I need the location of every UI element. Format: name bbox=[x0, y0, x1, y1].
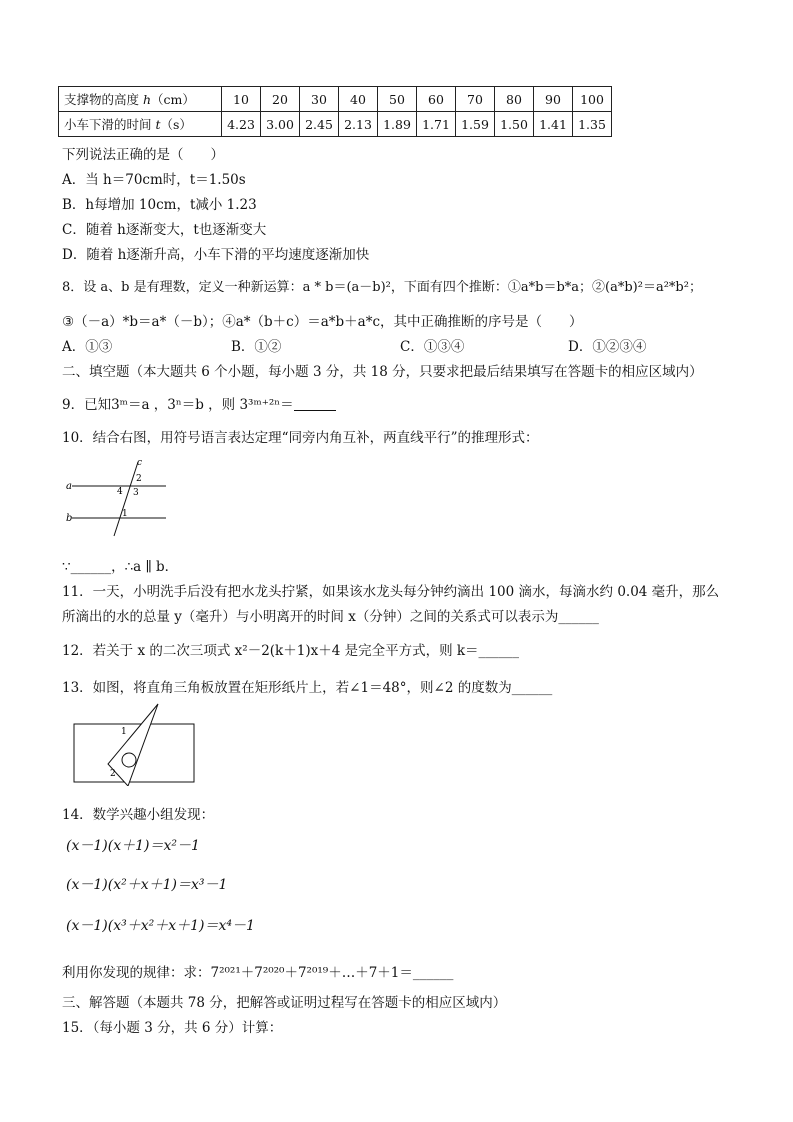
label-angle-4: 4 bbox=[117, 487, 123, 497]
table-cell: 2.45 bbox=[300, 112, 339, 137]
table-cell: 4.23 bbox=[222, 112, 261, 137]
table-cell: 80 bbox=[495, 87, 534, 112]
label-angle-2: 2 bbox=[110, 769, 116, 779]
table-cell: 1.89 bbox=[378, 112, 417, 137]
q14-stem: 14．数学兴趣小组发现： bbox=[62, 807, 215, 823]
table-cell: 1.71 bbox=[417, 112, 456, 137]
section-3-heading: 三、解答题（本题共 78 分，把解答或证明过程写在答题卡的相应区域内） bbox=[62, 995, 507, 1011]
q8-option-c: C．①③④ bbox=[400, 339, 465, 355]
label-angle-1: 1 bbox=[121, 727, 127, 737]
parallel-lines-figure bbox=[62, 456, 174, 544]
section-2-heading: 二、填空题（本大题共 6 个小题，每小题 3 分，共 18 分，只要求把最后结果填写在答题卡的相应区域内） bbox=[62, 364, 703, 380]
table-cell: 20 bbox=[261, 87, 300, 112]
q7-option-a: A．当 h＝70cm时，t＝1.50s bbox=[62, 172, 246, 188]
q12-text: 12．若关于 x 的二次三项式 x²－2(k＋1)x＋4 是完全平方式，则 k＝______ bbox=[62, 643, 520, 659]
q14-equation-2: (x－1)(x²＋x＋1)＝x³－1 bbox=[66, 877, 228, 893]
q7-option-c: C．随着 h逐渐变大，t也逐渐变大 bbox=[62, 222, 267, 238]
label-b: b bbox=[66, 513, 73, 524]
q8-option-a: A．①③ bbox=[62, 339, 113, 355]
q13-text: 13．如图，将直角三角板放置在矩形纸片上，若∠1＝48°，则∠2 的度数为______ bbox=[62, 680, 553, 696]
q11-line2: 所滴出的水的总量 y（毫升）与小明离开的时间 x（分钟）之间的关系式可以表示为______ bbox=[62, 609, 599, 625]
q9-prefix: 9．已知 bbox=[62, 397, 112, 413]
table-cell: 1.50 bbox=[495, 112, 534, 137]
q8-line2: ③（－a）*b＝a*（－b）；④a*（b＋c）＝a*b＋a*c，其中正确推断的序号是（ ） bbox=[62, 314, 583, 330]
q11-line1: 11．一天，小明洗手后没有把水龙头拧紧，如果该水龙头每分钟约滴出 100 滴水，每滴水约 0.04 毫升，那么 bbox=[62, 584, 720, 600]
table-cell: 3.00 bbox=[261, 112, 300, 137]
table-cell: 70 bbox=[456, 87, 495, 112]
table-cell: 1.59 bbox=[456, 112, 495, 137]
table-cell: 90 bbox=[534, 87, 573, 112]
label-angle-2: 2 bbox=[136, 474, 142, 484]
q14-equation-3: (x－1)(x³＋x²＋x＋1)＝x⁴－1 bbox=[66, 918, 255, 934]
table-cell: 60 bbox=[417, 87, 456, 112]
q14-question: 利用你发现的规律：求：7²⁰²¹＋7²⁰²⁰＋7²⁰¹⁹＋…＋7＋1＝______ bbox=[62, 965, 454, 981]
q8-option-b: B．①② bbox=[231, 339, 282, 355]
q7-option-d: D．随着 h逐渐升高，小车下滑的平均速度逐渐加快 bbox=[62, 247, 370, 263]
label-a: a bbox=[66, 481, 72, 492]
q10-stem: 10．结合右图，用符号语言表达定理“同旁内角互补，两直线平行”的推理形式： bbox=[62, 430, 539, 446]
table-cell: 40 bbox=[339, 87, 378, 112]
q10-answer-line: ∵______，∴a ∥ b． bbox=[62, 559, 179, 575]
table-header-time: 小车下滑的时间 t（s） bbox=[59, 112, 222, 137]
table-cell: 2.13 bbox=[339, 112, 378, 137]
label-angle-1: 1 bbox=[122, 509, 128, 519]
triangle-rectangle-figure bbox=[70, 702, 200, 786]
q7-stem: 下列说法正确的是（ ） bbox=[62, 147, 224, 163]
table-cell: 50 bbox=[378, 87, 417, 112]
q14-equation-1: (x－1)(x＋1)＝x²－1 bbox=[66, 838, 200, 854]
table-cell: 1.41 bbox=[534, 112, 573, 137]
q15-text: 15．（每小题 3 分，共 6 分）计算： bbox=[62, 1020, 283, 1036]
table-cell: 100 bbox=[573, 87, 612, 112]
q8-line1: 8．设 a、b 是有理数，定义一种新运算：a * b＝(a－b)²，下面有四个推断：①a*b＝b*a；②(a*b)²＝a²*b²； bbox=[62, 280, 702, 295]
label-c: c bbox=[137, 458, 143, 468]
label-angle-3: 3 bbox=[133, 488, 139, 498]
table-cell: 10 bbox=[222, 87, 261, 112]
q9-answer-blank bbox=[294, 398, 336, 411]
q7-option-b: B．h每增加 10cm，t减小 1.23 bbox=[62, 197, 257, 213]
table-cell: 30 bbox=[300, 87, 339, 112]
table-row-height bbox=[59, 87, 612, 112]
q9-text bbox=[62, 393, 336, 413]
q8-option-d: D．①②③④ bbox=[568, 339, 647, 355]
table-cell: 1.35 bbox=[573, 112, 612, 137]
line-c bbox=[114, 462, 138, 536]
data-table bbox=[58, 86, 612, 137]
q9-condition: 3ᵐ＝a ，3ⁿ＝b ，则 3³ᵐ⁺²ⁿ＝ bbox=[111, 397, 294, 413]
table-header-height: 支撑物的高度 h（cm） bbox=[59, 87, 222, 112]
table-row-time bbox=[59, 112, 612, 137]
